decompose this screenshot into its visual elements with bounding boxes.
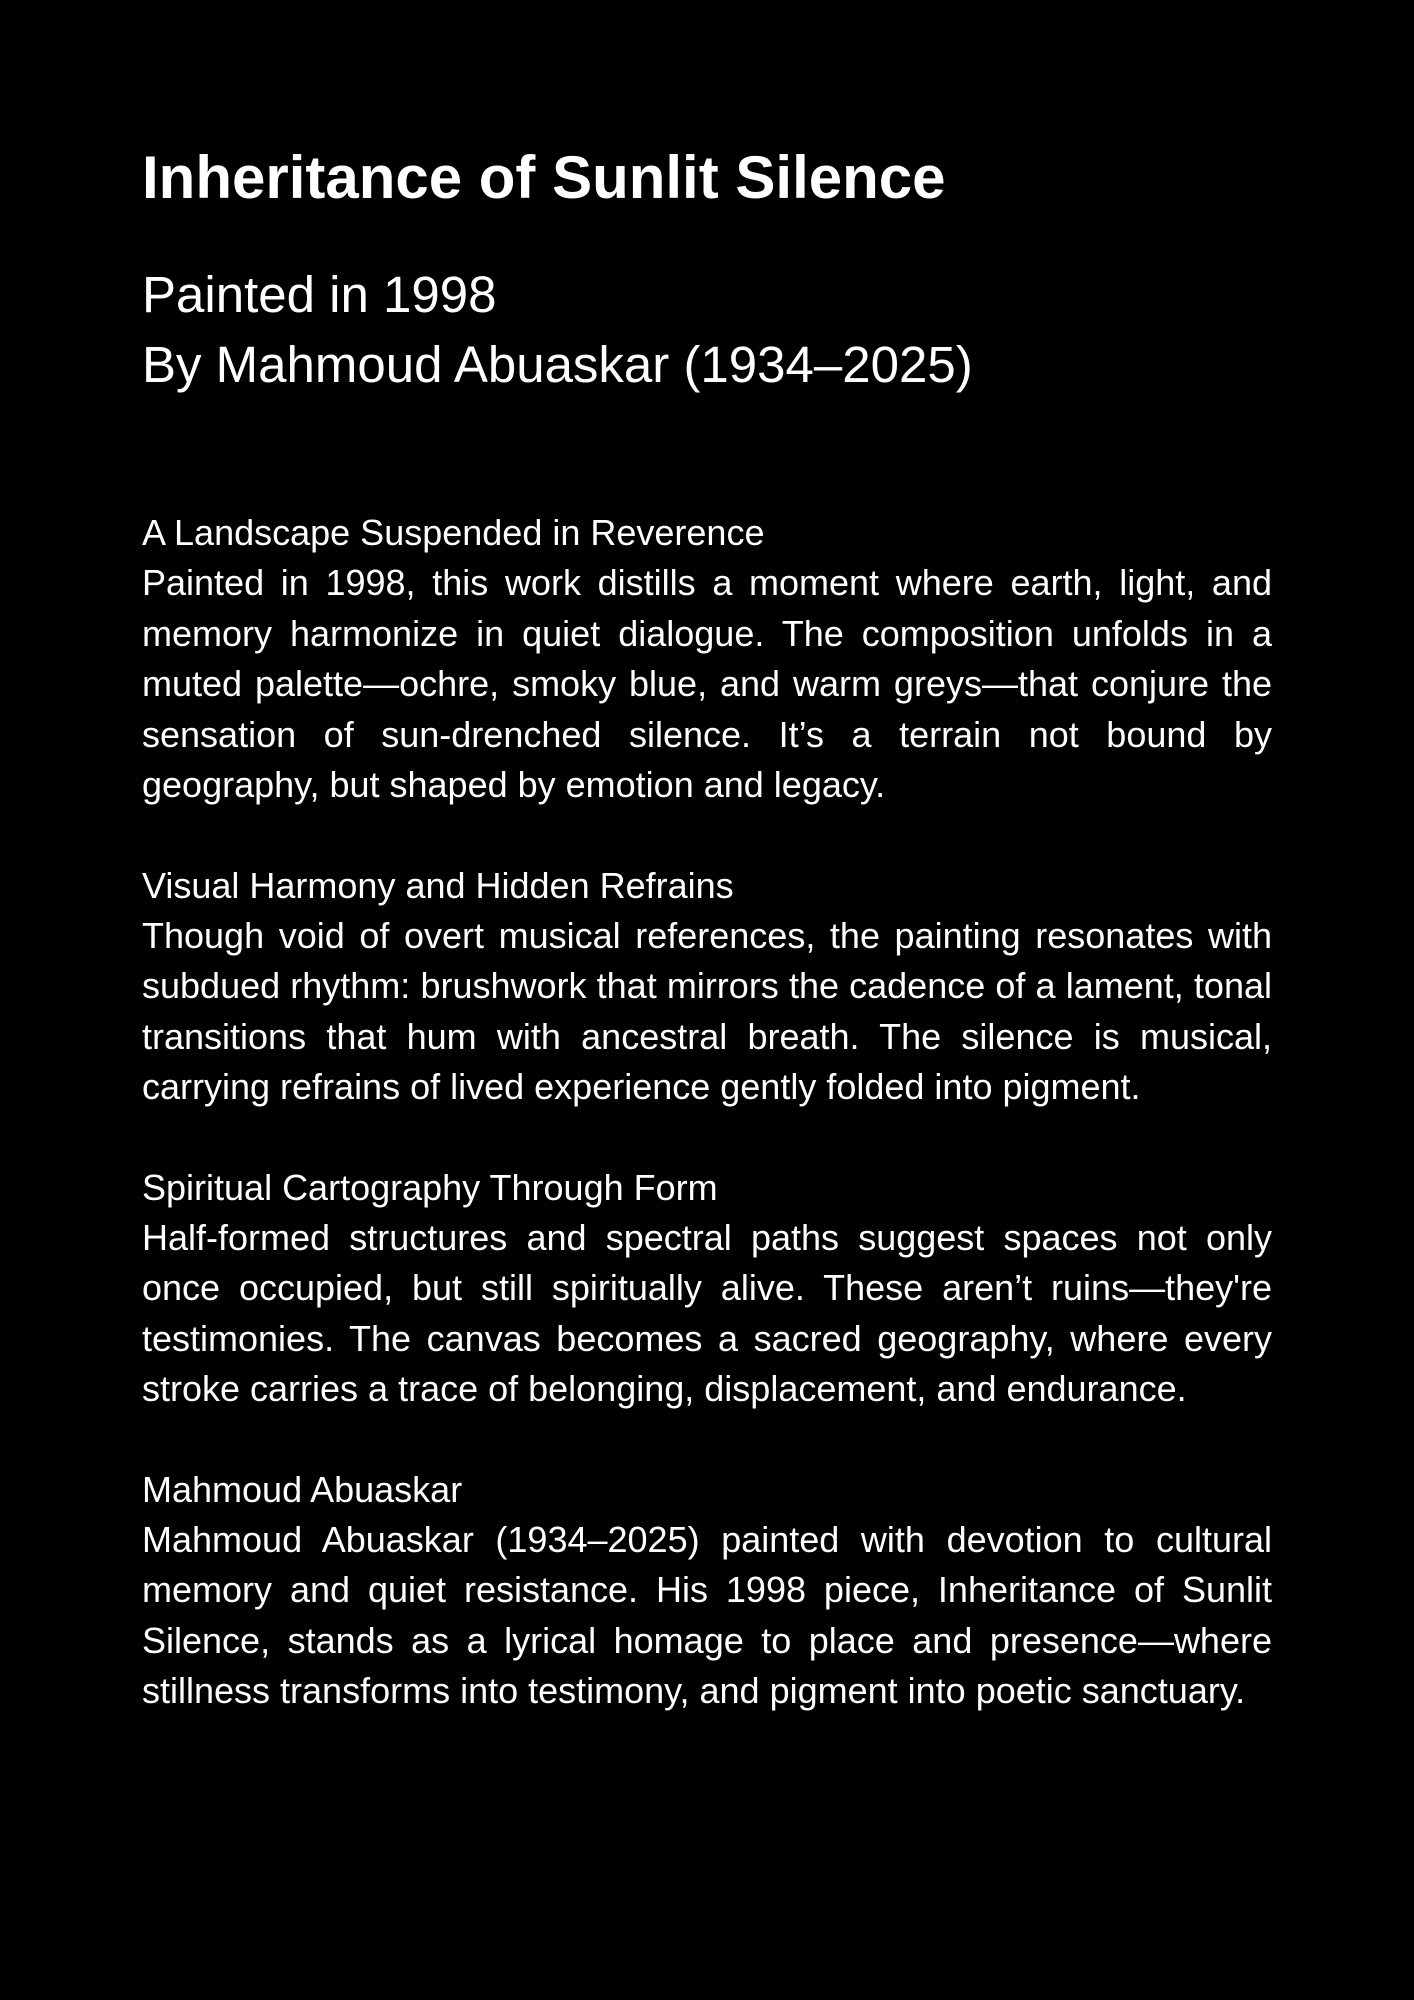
page-title: Inheritance of Sunlit Silence: [142, 144, 946, 211]
section-body: Mahmoud Abuaskar (1934–2025) painted with devotion to cultural memory and quiet resistance. His 1998 piece, Inheritance of Sunlit Silence, stands as a lyrical homage to place and presence—where stillness transforms into testimony, and pigment into poetic sanctuary.: [142, 1518, 1272, 1711]
artwork-meta: [142, 260, 1272, 400]
section-body: Though void of overt musical references, the painting resonates with subdued rhythm: brushwork that mirrors the cadence of a lament, tonal transitions that hum with ancestral breath. The silence is musical, carrying refrains of lived experience gently folded into pigment.: [142, 914, 1272, 1107]
painted-date: Painted in 1998: [142, 266, 497, 323]
section-artist-bio: [142, 1465, 1272, 1717]
section-heading: Mahmoud Abuaskar: [142, 1468, 463, 1510]
section-body: Half-formed structures and spectral paths suggest spaces not only once occupied, but still spiritually alive. These aren’t ruins—they're testimonies. The canvas becomes a sacred geography, where every stroke carries a trace of belonging, displacement, and endurance.: [142, 1216, 1272, 1409]
section-heading: Visual Harmony and Hidden Refrains: [142, 864, 734, 906]
section-body: Painted in 1998, this work distills a moment where earth, light, and memory harmonize in quiet dialogue. The composition unfolds in a muted palette—ochre, smoky blue, and warm greys—that conjure the sensation of sun-drenched silence. It’s a terrain not bound by geography, but shaped by emotion and legacy.: [142, 562, 1272, 805]
section-landscape: [142, 508, 1272, 811]
section-heading: A Landscape Suspended in Reverence: [142, 512, 765, 553]
sections: [142, 508, 1272, 1717]
section-heading: Spiritual Cartography Through Form: [142, 1166, 718, 1208]
artist-credit: By Mahmoud Abuaskar (1934–2025): [142, 336, 973, 393]
section-spiritual-cartography: [142, 1163, 1272, 1415]
section-visual-harmony: [142, 861, 1272, 1113]
